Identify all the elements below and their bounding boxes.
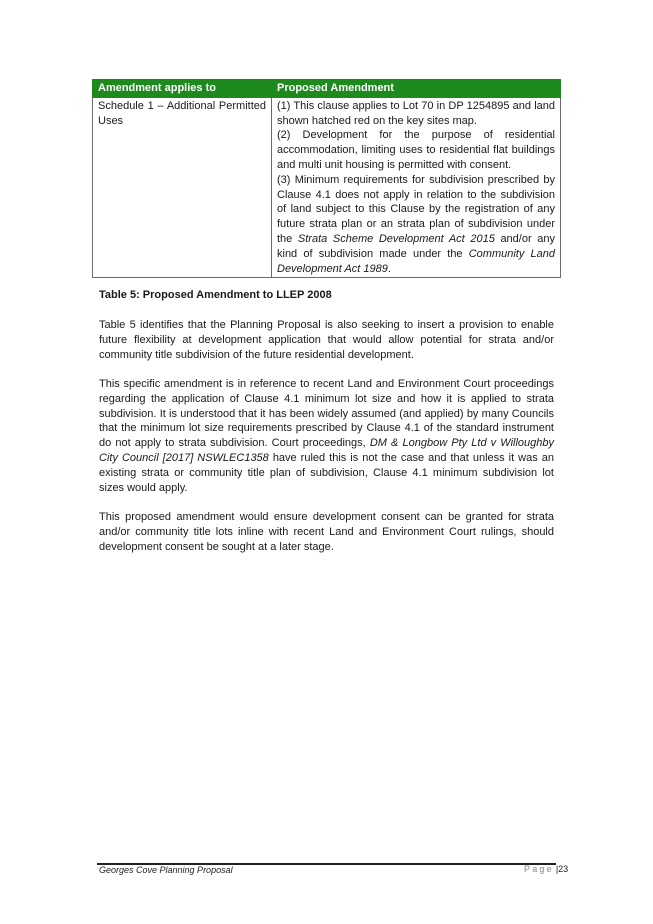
clause-3-text-a: (3) Minimum requirements for subdivision prescribed by Clause 4.1 does not apply in relation to the subdivision of land subject to this Clause by the registration of any future strata plan or an strata plan of subdivision under the: [277, 173, 555, 245]
clause-3: [277, 173, 555, 277]
paragraph-3: This proposed amendment would ensure development consent can be granted for strata and/or community title lots inline with recent Land and Environment Court rulings, should development consent be sought at a later stage.: [99, 511, 554, 553]
table-caption: Table 5: Proposed Amendment to LLEP 2008: [99, 289, 332, 301]
clause-1: (1) This clause applies to Lot 70 in DP 1254895 and land shown hatched red on the key sites map.: [277, 99, 555, 127]
amendment-table: [92, 79, 561, 278]
footer-separator: |: [555, 864, 559, 874]
header-amendment-applies-to: Amendment applies to: [93, 80, 272, 98]
clause-2: (2) Development for the purpose of residential accommodation, limiting uses to residential flat buildings and multi unit housing is permitted with consent.: [277, 129, 555, 171]
header-proposed-amendment: Proposed Amendment: [272, 80, 561, 98]
cell-proposed-amendment: [272, 97, 561, 278]
paragraph-1: Table 5 identifies that the Planning Proposal is also seeking to insert a provision to enable future flexibility at development application that would allow potential for strata and/or community title subdivision of the future residential development.: [99, 319, 554, 361]
table-header-row: [93, 80, 561, 98]
clause-3-act-2: Community Land Development Act 1989: [277, 247, 555, 275]
clause-3-act-1: Strata Scheme Development Act 2015: [297, 232, 495, 245]
footer-page-indicator: [524, 864, 568, 874]
footer-page-label: Page: [524, 864, 554, 874]
paragraph-2-text-b: have ruled this is not the case and that unless it was an existing strata or community title plan of subdivision, Clause 4.1 minimum subdivision lot sizes would apply.: [99, 451, 554, 494]
paragraph-2-text-a: This specific amendment is in reference to recent Land and Environment Court proceedings regarding the application of Clause 4.1 minimum lot size and how it is applied to strata subdivision. It is understood that it has been widely assumed (and applied) by many Councils that the minimum lot size requirements prescribed by Clause 4.1 of the standard instrument do not apply to strata subdivision. Court proceedings,: [99, 378, 554, 450]
paragraph-2: [99, 377, 554, 495]
footer-page-number: 23: [558, 864, 569, 874]
footer-document-title: Georges Cove Planning Proposal: [99, 865, 233, 875]
clause-3-text-c: .: [387, 262, 391, 275]
table-row: [93, 97, 561, 278]
cell-applies-to: Schedule 1 – Additional Permitted Uses: [93, 97, 272, 278]
clause-3-text-b: and/or any kind of subdivision made under the: [277, 232, 555, 260]
court-case-citation: DM & Longbow Pty Ltd v Willoughby City Council [2017] NSWLEC1358: [99, 437, 554, 464]
